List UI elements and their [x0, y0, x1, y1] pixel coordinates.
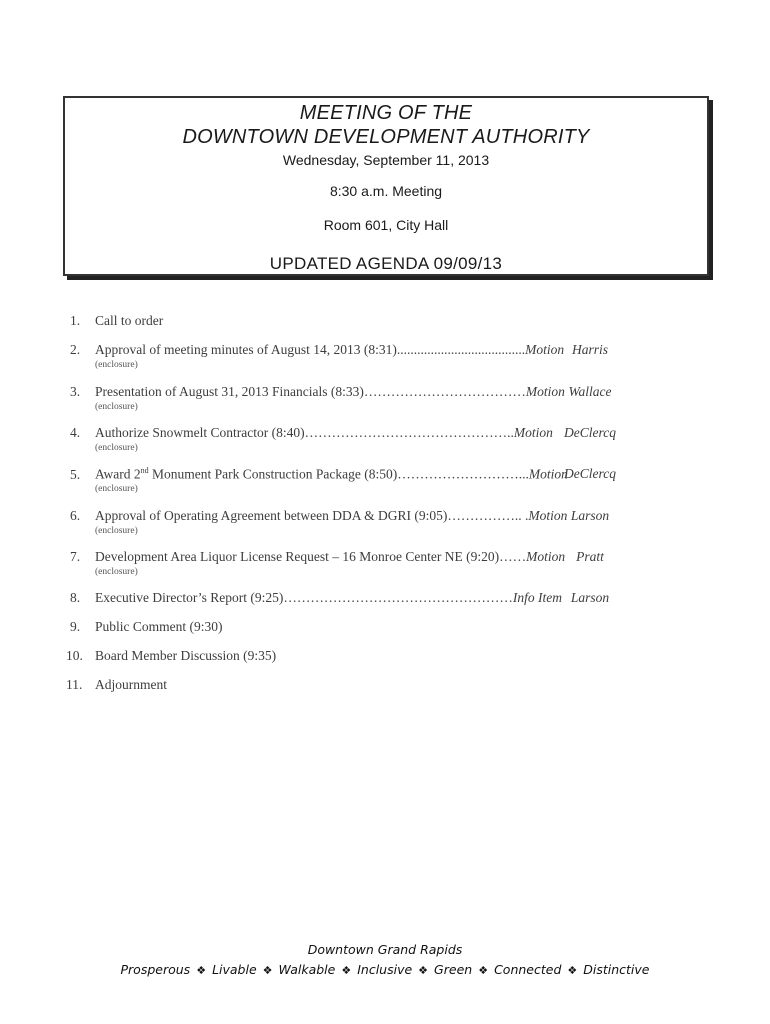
item-note: (enclosure) [95, 526, 138, 536]
item-presenter: DeClercq [564, 425, 616, 440]
agenda-item [70, 619, 223, 635]
agenda-item [70, 425, 553, 441]
item-leader: ……………………………………….. [304, 425, 514, 440]
item-leader: …… [499, 549, 527, 564]
item-text: Authorize Snowmelt Contractor (8:40) [95, 425, 305, 440]
tag-walkable: Walkable [278, 962, 336, 977]
item-number: 6. [70, 508, 81, 523]
item-text: Board Member Discussion (9:35) [95, 648, 277, 663]
tag-distinctive: Distinctive [583, 962, 650, 977]
agenda-item [66, 648, 276, 664]
item-text: Presentation of August 31, 2013 Financials (8:33) [95, 384, 364, 399]
item-number: 11. [66, 677, 83, 692]
item-text: Call to order [95, 313, 164, 328]
item-leader: …………….. . [447, 508, 529, 523]
tag-livable: Livable [212, 962, 257, 977]
item-text-superscript: nd [140, 466, 149, 475]
item-number: 2. [70, 342, 81, 357]
diamond-separator-icon: ❖ [262, 964, 273, 977]
diamond-separator-icon: ❖ [196, 964, 207, 977]
item-leader: …………………………………………… [283, 590, 513, 605]
item-text: Development Area Liquor License Request – 16 Monroe Center NE (9:20) [95, 549, 500, 564]
item-action: Motion [525, 342, 565, 357]
item-number: 1. [70, 313, 81, 328]
item-number: 4. [70, 425, 81, 440]
item-text: Approval of Operating Agreement between DDA & DGRI (9:05) [95, 508, 448, 523]
meeting-room: Room 601, City Hall [323, 217, 449, 233]
item-presenter: Pratt [576, 549, 604, 564]
agenda-item [70, 313, 163, 329]
agenda-item [70, 466, 568, 483]
item-number: 3. [70, 384, 81, 399]
tag-prosperous: Prosperous [120, 962, 191, 977]
item-number: 9. [70, 619, 81, 634]
tag-connected: Connected [494, 962, 562, 977]
item-text: Monument Park Construction Package (8:50) [148, 466, 398, 482]
item-number: 7. [70, 549, 81, 564]
agenda-item [70, 508, 567, 524]
tag-inclusive: Inclusive [357, 962, 413, 977]
item-note: (enclosure) [95, 360, 138, 370]
meeting-date: Wednesday, September 11, 2013 [282, 152, 490, 168]
diamond-separator-icon: ❖ [418, 964, 429, 977]
meeting-time: 8:30 a.m. Meeting [329, 183, 443, 199]
item-note: (enclosure) [95, 484, 138, 494]
item-presenter: DeClercq [564, 466, 616, 481]
item-note: (enclosure) [95, 443, 138, 453]
agenda-item [70, 549, 565, 565]
item-action: Motion [528, 466, 568, 482]
updated-agenda-label: UPDATED AGENDA 09/09/13 [269, 254, 503, 273]
item-action: Motion [525, 384, 565, 399]
item-action: Info Item [512, 590, 562, 605]
item-text: Executive Director’s Report (9:25) [95, 590, 284, 605]
item-text: Approval of meeting minutes of August 14, 2013 (8:31) [95, 342, 397, 357]
agenda-item [70, 590, 562, 606]
item-action: Motion [526, 549, 566, 564]
header-title-line1: MEETING OF THE [299, 102, 473, 124]
item-presenter: Larson [570, 590, 610, 605]
item-text: Adjournment [95, 677, 167, 692]
item-action: Motion [528, 508, 568, 523]
item-note: (enclosure) [95, 402, 138, 412]
item-presenter: Wallace [568, 384, 612, 399]
agenda-item [70, 342, 564, 358]
item-presenter: Larson [570, 508, 610, 523]
item-action: Motion [513, 425, 553, 440]
header-title-line2: DOWNTOWN DEVELOPMENT AUTHORITY [182, 126, 590, 148]
footer-org: Downtown Grand Rapids [307, 942, 463, 957]
diamond-separator-icon: ❖ [341, 964, 352, 977]
item-note: (enclosure) [95, 567, 138, 577]
item-leader: ……………………………… [363, 384, 526, 399]
tag-green: Green [434, 962, 473, 977]
diamond-separator-icon: ❖ [567, 964, 578, 977]
item-presenter: Harris [571, 342, 608, 357]
item-text-prefix: Award 2 [95, 466, 141, 482]
footer-tagline [0, 962, 770, 977]
item-leader: ………………………... [397, 466, 529, 482]
item-number: 10. [66, 648, 83, 663]
diamond-separator-icon: ❖ [478, 964, 489, 977]
item-text: Public Comment (9:30) [95, 619, 223, 634]
agenda-item [66, 677, 167, 693]
item-number: 5. [70, 466, 81, 482]
item-leader: ...................................... [396, 342, 526, 357]
agenda-item [70, 384, 565, 400]
item-number: 8. [70, 590, 81, 605]
